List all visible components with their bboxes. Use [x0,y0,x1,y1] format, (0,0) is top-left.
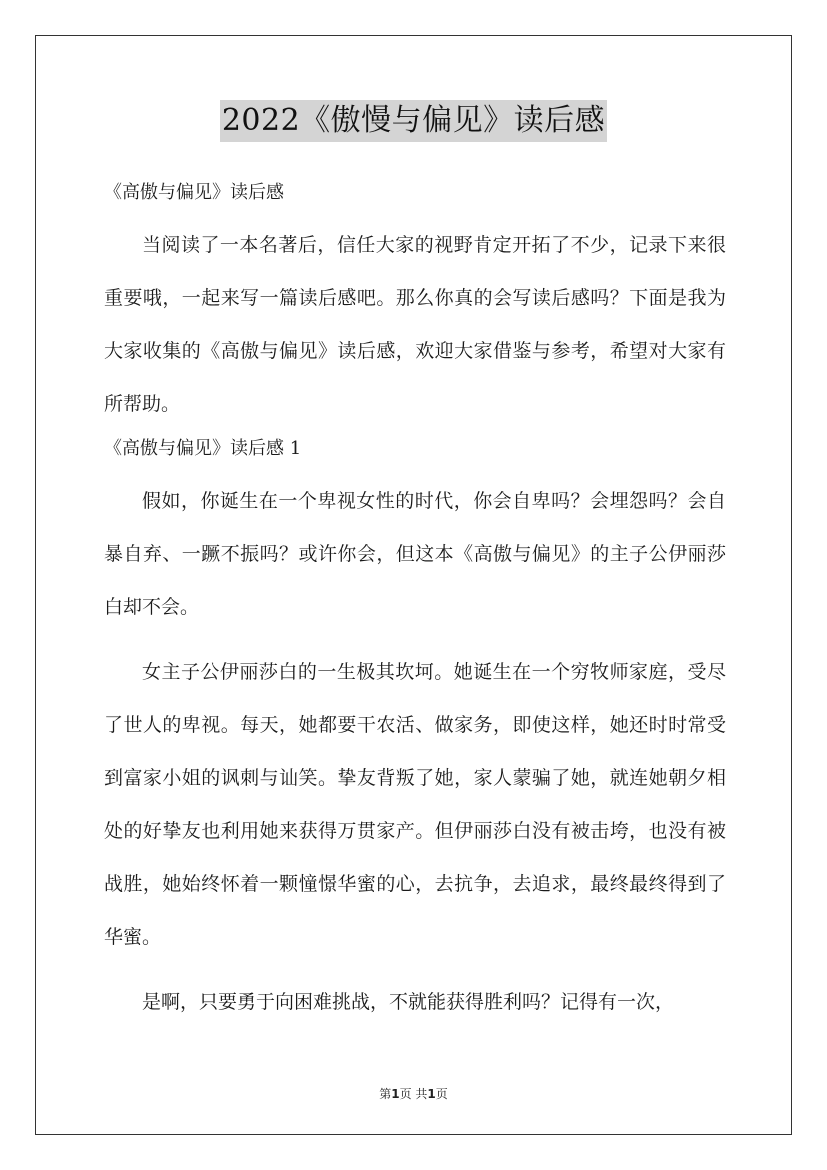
footer-middle: 页 共 [399,1087,428,1101]
subheading-essay-1: 《高傲与偏见》读后感 1 [104,438,302,459]
document-title: 2022《傲慢与偏见》读后感 [220,100,607,142]
paragraph-essay-1-b: 女主子公伊丽莎白的一生极其坎坷。她诞生在一个穷牧师家庭，受尽了世人的卑视。每天，她都要干农活、做家务，即使这样，她还时时常受到富家小姐的讽刺与讪笑。挚友背叛了她，家人蒙骗了她，就连她朝夕相处的好挚友也利用她来获得万贯家产。但伊丽莎白没有被击垮，也没有被战胜，她始终怀着一颗憧憬华蜜的心，去抗争，去追求，最终最终得到了华蜜。 [104,661,726,948]
paragraph-essay-1-a: 假如，你诞生在一个卑视女性的时代，你会自卑吗？会埋怨吗？会自暴自弃、一蹶不振吗？或许你会，但这本《高傲与偏见》的主子公伊丽莎白却不会。 [104,490,726,618]
paragraph-intro: 当阅读了一本名著后，信任大家的视野肯定开拓了不少，记录下来很重要哦，一起来写一篇读后感吧。那么你真的会写读后感吗？下面是我为大家收集的《高傲与偏见》读后感，欢迎大家借鉴与参考，希望对大家有所帮助。 [104,234,726,415]
footer-page-current: 1 [391,1087,400,1101]
footer-prefix: 第 [379,1087,392,1101]
footer-suffix: 页 [435,1087,448,1101]
subheading-intro: 《高傲与偏见》读后感 [104,182,284,203]
document-body [104,175,726,1029]
paragraph-essay-1-c: 是啊，只要勇于向困难挑战，不就能获得胜利吗？记得有一次， [142,991,675,1013]
title-container [0,100,827,142]
footer-page-total: 1 [427,1087,436,1101]
page-footer [0,1085,827,1102]
